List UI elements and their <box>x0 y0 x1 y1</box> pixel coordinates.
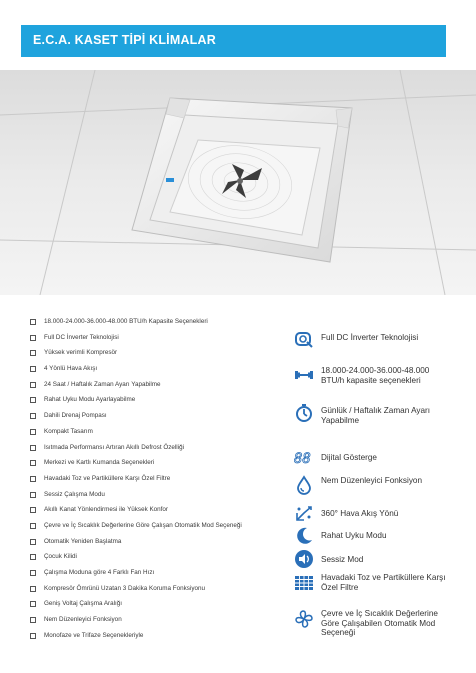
list-item: Havadaki Toz ve Partiküllere Karşı Özel Filtre <box>30 475 280 483</box>
list-item: Çocuk Kilidi <box>30 553 280 561</box>
page-title: E.C.A. KASET TİPİ KLİMALAR <box>33 33 216 47</box>
checkbox-icon <box>30 397 36 403</box>
list-item: Kompresör Ömrünü Uzatan 3 Dakika Koruma Fonksiyonu <box>30 585 280 593</box>
list-item: Çalışma Moduna göre 4 Farklı Fan Hızı <box>30 569 280 577</box>
list-item: Nem Düzenleyici Fonksiyon <box>30 616 280 624</box>
checkbox-icon <box>30 570 36 576</box>
checkbox-icon <box>30 350 36 356</box>
list-item: Kompakt Tasarım <box>30 428 280 436</box>
checkbox-icon <box>30 382 36 388</box>
checkbox-icon <box>30 319 36 325</box>
list-item: Rahat Uyku Modu Ayarlayabilme <box>30 396 280 404</box>
filter-icon <box>294 573 314 593</box>
checkbox-icon <box>30 633 36 639</box>
checkbox-icon <box>30 476 36 482</box>
list-item: Isıtmada Performansı Artıran Akıllı Defrost Özelliği <box>30 444 280 452</box>
speaker-icon <box>294 549 314 569</box>
list-item: Yüksek verimli Kompresör <box>30 349 280 357</box>
checkbox-icon <box>30 586 36 592</box>
feature-list <box>30 318 280 647</box>
checkbox-icon <box>30 507 36 513</box>
checkbox-icon <box>30 429 36 435</box>
list-item: 18.000-24.000-36.000-48.000 BTU/h Kapasite Seçenekleri <box>30 318 280 326</box>
list-item: Dahili Drenaj Pompası <box>30 412 280 420</box>
checkbox-icon <box>30 617 36 623</box>
checkbox-icon <box>30 460 36 466</box>
list-item: Full DC İnverter Teknolojisi <box>30 334 280 342</box>
water-drop-icon <box>294 475 314 495</box>
list-item: 4 Yönlü Hava Akışı <box>30 365 280 373</box>
checkbox-icon <box>30 539 36 545</box>
checkbox-icon <box>30 492 36 498</box>
compressor-icon <box>294 329 314 349</box>
list-item: Otomatik Yeniden Başlatma <box>30 538 280 546</box>
checkbox-icon <box>30 413 36 419</box>
checkbox-icon <box>30 554 36 560</box>
list-item: Merkezi ve Kartlı Kumanda Seçenekleri <box>30 459 280 467</box>
airflow-icon <box>294 504 314 524</box>
dumbbell-icon <box>294 365 314 385</box>
list-item: 24 Saat / Haftalık Zaman Ayarı Yapabilme <box>30 381 280 389</box>
fan-icon <box>294 609 314 629</box>
list-item: Monofaze ve Trifaze Seçenekleriyle <box>30 632 280 640</box>
checkbox-icon <box>30 445 36 451</box>
product-photo <box>0 70 476 295</box>
checkbox-icon <box>30 366 36 372</box>
timer-icon <box>294 403 314 423</box>
checkbox-icon <box>30 523 36 529</box>
list-item: Çevre ve İç Sıcaklık Değerlerine Göre Çalışan Otomatik Mod Seçeneği <box>30 522 264 530</box>
list-item: Sessiz Çalışma Modu <box>30 491 280 499</box>
checkbox-icon <box>30 601 36 607</box>
title-bar <box>21 25 446 57</box>
svg-text:88: 88 <box>294 451 311 467</box>
digital-display-icon <box>294 448 314 468</box>
list-item: Geniş Voltaj Çalışma Aralığı <box>30 600 280 608</box>
sleep-moon-icon <box>294 526 314 546</box>
list-item: Akıllı Kanat Yönlendirmesi ile Yüksek Konfor <box>30 506 280 514</box>
checkbox-icon <box>30 335 36 341</box>
